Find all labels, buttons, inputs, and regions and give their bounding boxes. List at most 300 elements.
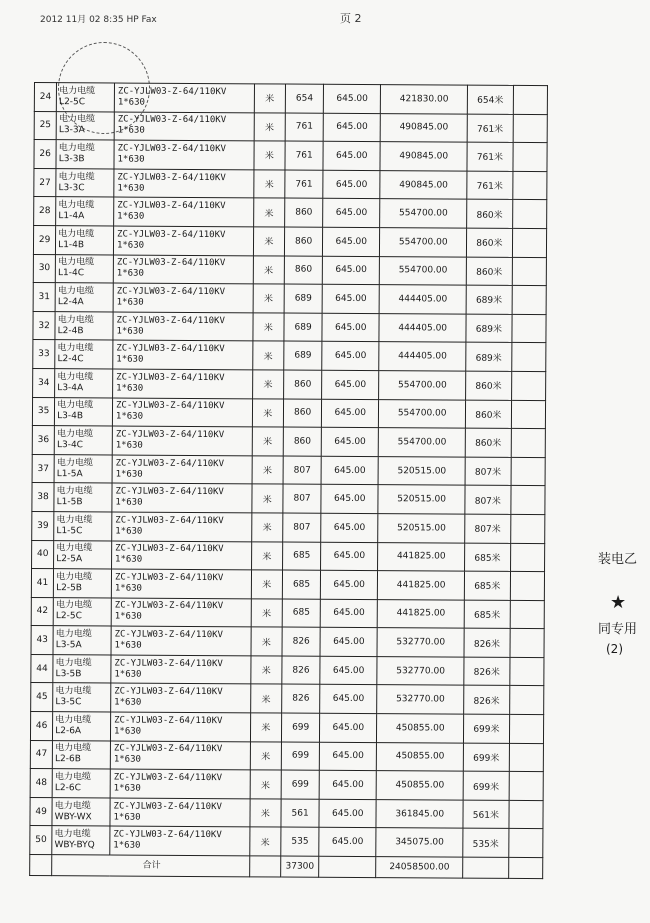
spec-cell [112,540,252,569]
remark: 860米 [466,400,512,429]
table-row [30,826,543,858]
spec-model: ZC-YJLW03-Z-64/110KV [114,629,224,641]
quantity: 699 [281,770,319,799]
amount: 441825.00 [378,542,465,571]
item-name-cell [55,397,113,426]
spec-size: 1*630 [113,726,142,737]
table-row [34,140,547,172]
amount: 444405.00 [379,342,466,371]
amount: 554700.00 [379,399,466,428]
spec-cell [112,512,252,541]
spec-size: 1*630 [117,183,145,194]
extra-blank [512,200,547,229]
item-name: 电力电缆 [55,629,92,640]
spec-model: ZC-YJLW03-Z-64/110KV [116,315,225,326]
item-name: 电力电缆 [56,514,93,526]
spec-model: ZC-YJLW03-Z-64/110KV [113,829,222,841]
quantity: 685 [283,542,321,571]
spec-size: 1*630 [114,697,142,708]
side-stamp-text-3: (2) [606,642,623,656]
spec-cell [110,798,250,827]
unit: 米 [252,427,283,456]
table-row [33,368,546,400]
unit-price: 645.00 [322,342,379,371]
unit-price: 645.00 [319,828,376,857]
amount: 444405.00 [379,285,466,314]
extra-blank [509,657,544,686]
side-stamp-text-2: 同专用 [598,622,638,637]
amount: 441825.00 [378,571,465,600]
row-number: 36 [32,426,54,455]
circuit-code: L3-4C [56,440,84,451]
item-name-cell [56,140,114,169]
row-number: 37 [32,454,54,483]
spec-model: ZC-YJLW03-Z-64/110KV [115,400,225,412]
unit-price: 645.00 [319,799,376,828]
unit-price: 645.00 [323,199,380,228]
extra-blank [511,371,546,400]
unit: 米 [251,570,282,599]
spec-cell [111,626,251,655]
extra-blank [511,429,546,458]
spec-cell [111,569,251,598]
extra-blank [513,114,548,143]
extra-blank [511,343,546,372]
spec-model: ZC-YJLW03-Z-64/110KV [117,229,226,240]
cable-list-table [29,82,548,879]
row-number: 39 [32,511,54,540]
total-price-blank [319,856,376,877]
amount: 450855.00 [376,771,463,800]
unit-price: 645.00 [319,771,376,800]
extra-blank [511,400,546,429]
item-name: 电力电缆 [55,743,92,754]
quantity: 654 [285,84,323,113]
circuit-code: L2-5C [59,96,86,108]
unit-price: 645.00 [321,485,378,514]
circuit-code: L3-5C [55,697,82,708]
table-row [31,569,544,601]
side-stamp-star-icon: ★ [610,592,627,613]
item-name: 电力电缆 [58,228,95,240]
extra-blank [513,85,548,114]
extra-blank [511,486,546,515]
quantity: 689 [284,341,322,370]
item-name-cell [54,540,112,569]
spec-cell [114,112,254,141]
amount: 345075.00 [376,828,463,857]
unit: 米 [251,627,282,656]
spec-cell [112,483,252,512]
extra-blank [510,543,545,572]
spec-cell [110,741,250,770]
item-name-cell [54,483,112,512]
amount: 532770.00 [377,656,464,685]
total-blank [30,855,52,876]
remark: 860米 [467,228,513,257]
item-name-cell [53,683,111,712]
spec-cell [114,83,254,112]
unit-price: 645.00 [320,713,377,742]
item-name: 电力电缆 [58,257,95,268]
quantity: 699 [281,713,319,742]
table-row [30,740,543,772]
total-remark-blank [463,857,509,878]
spec-cell [113,340,253,369]
extra-blank [511,457,546,486]
fax-timestamp: 2012 11月 02 8:35 HP Fax [40,15,157,25]
extra-blank [512,171,547,200]
item-name-cell [54,512,112,541]
item-name: 电力电缆 [55,600,93,611]
unit: 米 [253,255,284,284]
total-qty: 37300 [281,856,319,877]
item-name: 电力电缆 [57,314,94,325]
total-extra-blank [508,857,542,878]
spec-model: ZC-YJLW03-Z-64/110KV [116,343,225,355]
extra-blank [512,257,547,286]
unit-price: 645.00 [321,427,378,456]
page-number: 页 2 [340,12,362,25]
spec-size: 1*630 [116,268,144,280]
quantity: 699 [281,742,319,771]
spec-model: ZC-YJLW03-Z-64/110KV [117,86,227,97]
circuit-code: WBY-BYQ [54,840,95,851]
unit: 米 [250,713,281,742]
item-name-cell [52,740,110,769]
circuit-code: L3-4B [57,411,84,422]
item-name: 电力电缆 [55,686,92,697]
unit: 米 [250,799,281,828]
item-name-cell [56,111,114,140]
item-name: 电力电缆 [55,657,92,669]
item-name-cell [55,311,113,340]
spec-cell [114,140,254,169]
quantity: 761 [285,113,323,142]
circuit-code: L3-4A [57,382,84,394]
item-name-cell [55,369,113,398]
row-number: 46 [30,712,52,741]
item-name-cell [56,226,114,255]
quantity: 860 [285,198,323,227]
circuit-code: L2-5C [55,611,82,622]
spec-model: ZC-YJLW03-Z-64/110KV [114,572,224,584]
table-row [32,454,545,486]
item-name-cell [52,826,110,855]
row-number: 49 [30,797,52,826]
unit: 米 [253,284,284,313]
unit-price: 645.00 [321,542,378,571]
spec-size: 1*630 [117,125,145,137]
row-number: 41 [31,569,53,598]
spec-cell [113,226,253,255]
table-row [33,254,546,286]
row-number: 26 [34,140,56,169]
table-row [30,712,543,744]
spec-cell [110,826,250,855]
table-row [33,311,546,343]
item-name-cell [56,168,114,197]
unit-price: 645.00 [323,170,380,199]
side-stamp [596,540,650,690]
quantity: 807 [283,456,321,485]
spec-model: ZC-YJLW03-Z-64/110KV [113,743,223,755]
spec-cell [113,312,253,341]
spec-size: 1*630 [115,554,143,565]
remark: 535米 [463,829,509,858]
extra-blank [510,514,545,543]
item-name-cell [56,197,114,226]
table-row [32,540,545,572]
row-number: 30 [33,254,55,283]
circuit-code: L2-6B [55,754,81,765]
circuit-code: L2-4C [57,354,84,365]
item-name: 电力电缆 [58,114,96,125]
table-row [32,426,545,458]
amount: 520515.00 [378,514,465,543]
quantity: 761 [285,141,323,170]
spec-size: 1*630 [114,583,143,594]
total-amount: 24058500.00 [376,857,463,879]
item-name-cell [55,340,113,369]
spec-cell [110,712,250,741]
row-number: 31 [33,283,55,312]
circuit-code: L3-3A [58,125,85,136]
unit-price: 645.00 [323,256,380,285]
spec-cell [113,369,253,398]
table-row [32,511,545,543]
item-name-cell [55,254,113,283]
item-name: 电力电缆 [56,572,93,583]
amount: 554700.00 [380,228,467,257]
unit-price: 645.00 [322,313,379,342]
quantity: 561 [281,799,319,828]
unit-price: 645.00 [320,656,377,685]
item-name: 电力电缆 [58,143,95,154]
row-number: 32 [33,311,55,340]
total-unit-blank [249,856,280,877]
unit: 米 [251,513,282,542]
spec-model: ZC-YJLW03-Z-64/110KV [114,686,223,698]
spec-model: ZC-YJLW03-Z-64/110KV [115,429,225,441]
amount: 554700.00 [378,428,465,457]
extra-blank [509,714,544,743]
table-row [33,283,546,315]
circuit-code: L2-5A [56,554,83,565]
remark: 807米 [465,514,511,543]
row-number: 45 [31,683,53,712]
circuit-code: WBY-WX [54,811,92,823]
spec-cell [111,598,251,627]
remark: 699米 [463,743,509,772]
remark: 685米 [464,571,510,600]
item-name-cell [54,454,112,483]
spec-model: ZC-YJLW03-Z-64/110KV [117,200,226,212]
spec-model: ZC-YJLW03-Z-64/110KV [115,458,225,469]
unit: 米 [252,456,283,485]
spec-size: 1*630 [116,326,144,337]
unit-price: 645.00 [321,570,378,599]
spec-cell [112,455,252,484]
unit: 米 [254,84,285,113]
spec-size: 1*630 [115,440,143,451]
row-number: 29 [33,225,55,254]
unit: 米 [250,741,281,770]
unit: 米 [252,370,283,399]
unit-price: 645.00 [320,599,377,628]
quantity: 689 [284,284,322,313]
remark: 826米 [464,686,510,715]
extra-blank [512,228,547,257]
table-row [34,83,547,115]
unit-price: 645.00 [323,113,380,142]
extra-blank [508,829,543,858]
remark: 685米 [465,543,511,572]
amount: 444405.00 [379,313,466,342]
row-number: 44 [31,654,53,683]
table-row [33,340,546,372]
quantity: 535 [281,827,319,856]
row-number: 34 [33,368,55,397]
circuit-code: L1-5C [56,525,83,537]
quantity: 761 [285,170,323,199]
spec-cell [114,169,254,198]
spec-model: ZC-YJLW03-Z-64/110KV [113,801,222,812]
circuit-code: L2-4B [57,325,84,336]
row-number: 40 [32,540,54,569]
spec-size: 1*630 [114,611,142,623]
unit: 米 [253,227,284,256]
circuit-code: L2-6C [54,783,81,794]
remark: 699米 [463,771,509,800]
extra-blank [513,143,548,172]
row-number: 35 [32,397,54,426]
spec-size: 1*630 [116,383,144,394]
table-row [34,197,547,229]
amount: 490845.00 [380,170,467,199]
spec-cell [112,398,252,427]
extra-blank [509,800,544,829]
remark: 826米 [464,628,510,657]
quantity: 860 [283,427,321,456]
extra-blank [510,629,545,658]
remark: 807米 [465,485,511,514]
spec-model: ZC-YJLW03-Z-64/110KV [117,114,227,126]
quantity: 860 [284,227,322,256]
table-row [30,769,543,801]
unit: 米 [250,684,281,713]
circuit-code: L3-5A [55,640,82,651]
item-name: 电力电缆 [56,486,93,497]
spec-size: 1*630 [115,411,144,423]
spec-size: 1*630 [117,154,145,165]
quantity: 685 [282,570,320,599]
table-row [33,225,546,257]
spec-size: 1*630 [117,211,145,222]
remark: 807米 [465,457,511,486]
circuit-code: L1-4A [58,211,85,222]
unit: 米 [254,112,285,141]
circuit-code: L1-4B [58,239,85,251]
unit: 米 [250,827,281,856]
unit-price: 645.00 [321,456,378,485]
amount: 532770.00 [377,628,464,657]
quantity: 860 [284,370,322,399]
row-number: 28 [34,197,56,226]
table-row [31,626,544,658]
remark: 689米 [466,342,512,371]
item-name: 电力电缆 [58,200,95,211]
unit: 米 [252,398,283,427]
circuit-code: L1-4C [57,268,85,279]
item-name-cell [52,769,110,798]
spec-model: ZC-YJLW03-Z-64/110KV [116,372,225,383]
spec-cell [111,655,251,684]
unit: 米 [254,170,285,199]
spec-cell [111,683,251,712]
spec-model: ZC-YJLW03-Z-64/110KV [117,143,226,155]
amount: 450855.00 [377,742,464,771]
spec-model: ZC-YJLW03-Z-64/110KV [117,172,226,183]
item-name-cell [54,569,112,598]
total-label: 合计 [52,855,250,877]
remark: 860米 [466,371,512,400]
spec-size: 1*630 [115,469,143,480]
quantity: 689 [284,313,322,342]
remark: 826米 [464,657,510,686]
spec-size: 1*630 [113,812,141,823]
row-number: 43 [31,626,53,655]
row-number: 42 [31,597,53,626]
spec-size: 1*630 [114,669,142,680]
item-name: 电力电缆 [57,371,94,383]
quantity: 826 [282,684,320,713]
spec-model: ZC-YJLW03-Z-64/110KV [116,257,226,269]
unit: 米 [250,770,281,799]
amount: 490845.00 [380,142,467,171]
row-number: 24 [34,83,56,112]
item-name: 电力电缆 [57,286,94,297]
row-number: 25 [34,111,56,140]
quantity: 826 [282,656,320,685]
row-number: 27 [34,168,56,197]
quantity: 807 [283,484,321,513]
spec-model: ZC-YJLW03-Z-64/110KV [115,543,224,555]
unit-price: 645.00 [322,399,379,428]
unit-price: 645.00 [323,227,380,256]
unit-price: 645.00 [321,513,378,542]
item-name: 电力电缆 [58,171,95,182]
spec-size: 1*630 [116,240,145,251]
row-number: 38 [32,483,54,512]
row-number: 33 [33,340,55,369]
fax-header [40,12,600,26]
amount: 520515.00 [378,485,465,514]
amount: 490845.00 [380,113,467,142]
unit: 米 [252,484,283,513]
spec-cell [113,255,253,284]
spec-size: 1*630 [115,497,143,508]
unit: 米 [251,541,282,570]
spec-size: 1*630 [115,526,143,537]
unit: 米 [253,198,284,227]
unit-price: 645.00 [320,628,377,657]
extra-blank [512,286,547,315]
remark: 761米 [467,171,513,200]
side-stamp-text-1: 装电乙 [598,552,638,567]
amount: 554700.00 [380,256,467,285]
spec-model: ZC-YJLW03-Z-64/110KV [116,286,226,298]
